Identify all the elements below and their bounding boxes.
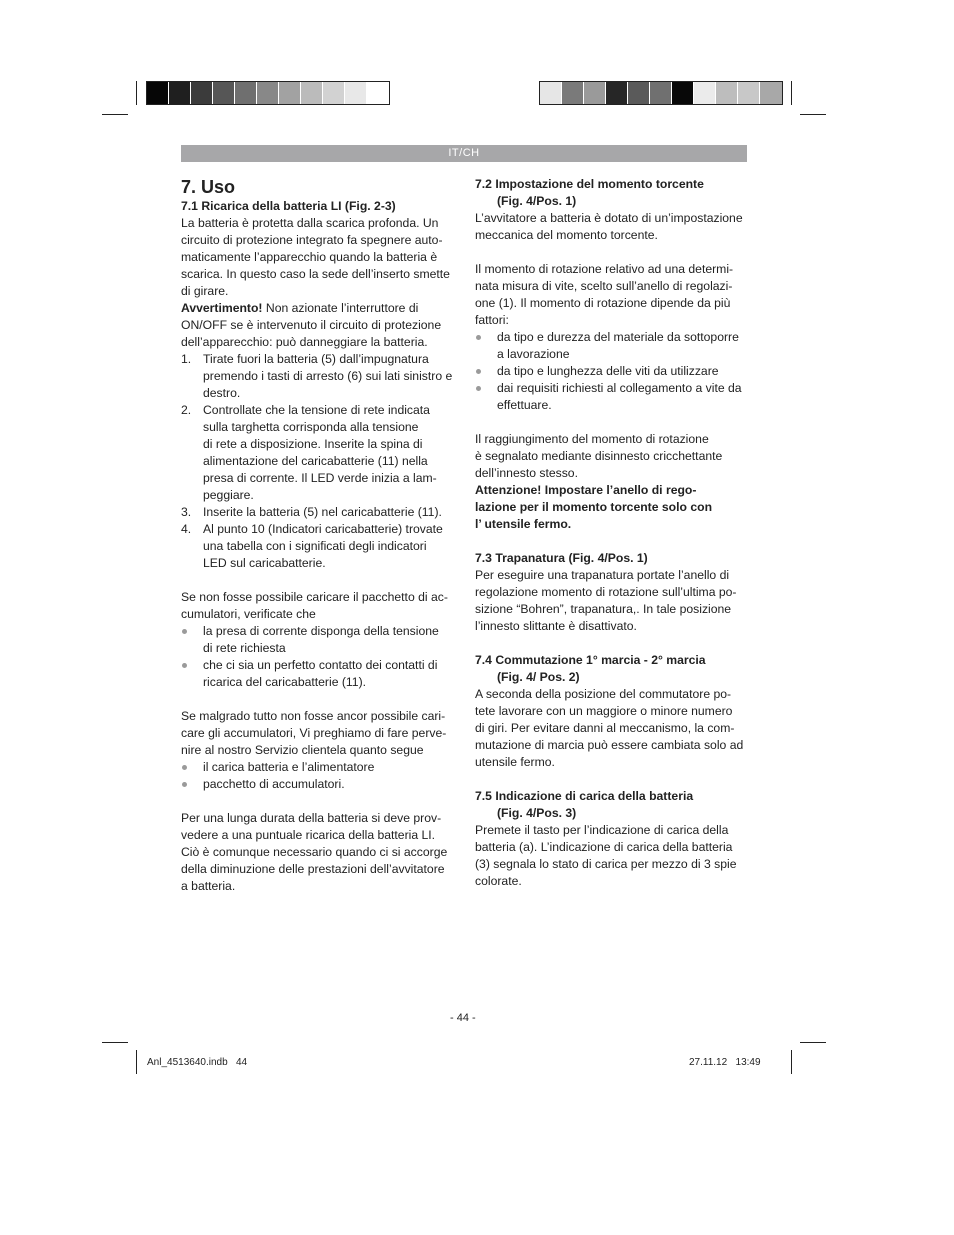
text-line: A seconda della posizione del commutatore po- — [475, 687, 732, 701]
color-swatch — [584, 82, 606, 104]
list-item — [475, 329, 755, 363]
text-line: a batteria. — [181, 879, 236, 893]
crop-mark — [791, 1050, 792, 1074]
text-line: sulla targhetta corrisponda alla tensione — [203, 420, 419, 434]
text-line: peggiare. — [203, 488, 254, 502]
text-line: Se malgrado tutto non fosse ancor possibile cari- — [181, 709, 446, 723]
text-line: effettuare. — [497, 398, 552, 412]
text-line: di rete a disposizione. Inserite la spina di — [203, 437, 423, 451]
section-heading: 7.3 Trapanatura (Fig. 4/Pos. 1) — [475, 551, 648, 565]
text-line: ON/OFF se è intervenuto il circuito di protezione — [181, 318, 442, 332]
text-line: Il raggiungimento del momento di rotazione — [475, 432, 709, 446]
text-line: L’avvitatore a batteria è dotato di un’impostazione — [475, 211, 743, 225]
list-item — [181, 759, 459, 776]
paragraph — [475, 686, 755, 771]
warning-label: Avvertimento! — [181, 301, 263, 315]
color-swatch — [606, 82, 628, 104]
bullet-icon — [476, 369, 481, 374]
bullet-icon — [182, 782, 187, 787]
text-line: circuito di protezione integrato fa spegnere auto- — [181, 233, 443, 247]
text-line: nire al nostro Servizio clientela quanto segue — [181, 743, 424, 757]
list-item — [181, 504, 459, 521]
text-line: Al punto 10 (Indicatori caricabatterie) trovate — [203, 522, 443, 536]
heading-line: (Fig. 4/Pos. 3) — [497, 806, 577, 820]
color-swatch — [562, 82, 584, 104]
text-line: LED sul caricabatterie. — [203, 556, 326, 570]
crop-mark — [800, 1042, 826, 1043]
text-line: destro. — [203, 386, 241, 400]
check-list — [181, 623, 459, 691]
spacer — [475, 533, 755, 550]
text-line: utensile fermo. — [475, 755, 555, 769]
service-list — [181, 759, 459, 793]
text-line — [181, 300, 459, 317]
text-line: di girare. — [181, 284, 229, 298]
heading-line: 7.2 Impostazione del momento torcente — [475, 177, 704, 191]
list-item — [475, 380, 755, 414]
bullet-icon — [182, 765, 187, 770]
list-item — [475, 363, 755, 380]
text-line: Controllate che la tensione di rete indicata — [203, 403, 430, 417]
list-item — [181, 521, 459, 572]
list-item — [181, 657, 459, 691]
text-line: meccanica del momento torcente. — [475, 228, 658, 242]
text-line: dell’innesto stesso. — [475, 466, 578, 480]
text-line: Ciò è comunque necessario quando ci si accorge — [181, 845, 448, 859]
text-line: lazione per il momento torcente solo con — [475, 500, 713, 514]
text-line: (3) segnala lo stato di carica per mezzo di 3 spie — [475, 857, 737, 871]
text-line: da tipo e lunghezza delle viti da utilizzare — [497, 364, 719, 378]
color-swatch — [694, 82, 716, 104]
crop-mark — [102, 114, 128, 115]
color-swatch — [213, 82, 235, 104]
crop-mark — [791, 81, 792, 105]
spacer — [475, 635, 755, 652]
color-swatch — [169, 82, 191, 104]
text-line: l’ utensile fermo. — [475, 517, 572, 531]
text-line: pacchetto di accumulatori. — [203, 777, 345, 791]
text-line: Se non fosse possibile caricare il pacchetto di ac- — [181, 590, 448, 604]
text-span: Non azionate l’interruttore di — [262, 301, 419, 315]
color-swatch — [540, 82, 562, 104]
heading-line: (Fig. 4/Pos. 1) — [497, 194, 577, 208]
color-swatch — [235, 82, 257, 104]
text-line: premendo i tasti di arresto (6) sui lati sinistro e — [203, 369, 453, 383]
file-info: Anl_4513640.indb 44 — [147, 1057, 248, 1068]
color-swatch — [716, 82, 738, 104]
paragraph — [475, 822, 755, 890]
paragraph — [181, 215, 459, 300]
text-line: che ci sia un perfetto contatto dei contatti di — [203, 658, 438, 672]
text-line: care gli accumulatori, Vi preghiamo di fare perve- — [181, 726, 447, 740]
bullet-icon — [182, 663, 187, 668]
text-line: Tirate fuori la batteria (5) dall’impugnatura — [203, 352, 429, 366]
section-heading — [475, 652, 755, 686]
text-line: da tipo e durezza del materiale da sottoporre — [497, 330, 739, 344]
section-heading: 7.1 Ricarica della batteria LI (Fig. 2-3) — [181, 199, 396, 213]
color-swatch — [301, 82, 323, 104]
color-swatch — [650, 82, 672, 104]
text-line: mutazione di marcia può essere cambiata solo ad — [475, 738, 744, 752]
text-line: alimentazione del caricabatterie (11) nella — [203, 454, 428, 468]
color-swatch — [323, 82, 345, 104]
paragraph — [181, 589, 459, 623]
text-line: il carica batteria e l’alimentatore — [203, 760, 375, 774]
steps-list — [181, 351, 459, 572]
text-line: one (1). Il momento di rotazione dipende da più — [475, 296, 731, 310]
color-swatch — [760, 82, 782, 104]
text-line: colorate. — [475, 874, 522, 888]
text-line: regolazione momento di rotazione sull’ultima po- — [475, 585, 737, 599]
paragraph — [475, 567, 755, 635]
text-line: Inserite la batteria (5) nel caricabatterie (11). — [203, 505, 442, 519]
spacer — [475, 771, 755, 788]
text-line: sizione “Bohren”, trapanatura,. In tale posizione — [475, 602, 732, 616]
crop-mark — [136, 1050, 137, 1074]
text-line: dell’apparecchio: può danneggiare la batteria. — [181, 335, 428, 349]
text-line: Premete il tasto per l’indicazione di carica della — [475, 823, 729, 837]
text-line: fattori: — [475, 313, 509, 327]
list-item — [181, 776, 459, 793]
left-column — [181, 176, 459, 895]
color-swatch — [672, 82, 694, 104]
text-line: scarica. In questo caso la sede dell’inserto smette — [181, 267, 450, 281]
spacer — [475, 244, 755, 261]
section-heading — [475, 176, 755, 210]
paragraph — [181, 810, 459, 895]
heading-line: (Fig. 4/ Pos. 2) — [497, 670, 580, 684]
right-column — [475, 176, 755, 890]
heading-line: 7.4 Commutazione 1° marcia - 2° marcia — [475, 653, 706, 667]
crop-mark — [136, 81, 137, 105]
crop-mark — [800, 114, 826, 115]
paragraph — [181, 708, 459, 759]
list-item — [181, 402, 459, 504]
color-swatch — [191, 82, 213, 104]
text-line: di rete richiesta — [203, 641, 286, 655]
page-number: - 44 - — [450, 1012, 476, 1024]
text-line: Per una lunga durata della batteria si deve prov- — [181, 811, 442, 825]
color-swatch — [279, 82, 301, 104]
text-line: Per eseguire una trapanatura portate l’anello di — [475, 568, 730, 582]
color-swatch — [628, 82, 650, 104]
text-line: batteria (a). L’indicazione di carica della batteria — [475, 840, 733, 854]
text-line: vedere a una puntuale ricarica della batteria LI. — [181, 828, 436, 842]
text-line: una tabella con i significati degli indicatori — [203, 539, 427, 553]
color-bar-left — [146, 81, 390, 105]
color-swatch — [257, 82, 279, 104]
color-swatch — [345, 82, 367, 104]
text-line: è segnalato mediante disinnesto cricchettante — [475, 449, 723, 463]
print-date: 27.11.12 13:49 — [689, 1057, 761, 1068]
list-item — [181, 351, 459, 402]
text-line: La batteria è protetta dalla scarica profonda. Un — [181, 216, 439, 230]
text-line: di giri. Per evitare danni al meccanismo, la com- — [475, 721, 735, 735]
bullet-icon — [476, 335, 481, 340]
text-line: dai requisiti richiesti al collegamento a vite da — [497, 381, 742, 395]
spacer — [181, 572, 459, 589]
crop-mark — [102, 1042, 128, 1043]
text-line: la presa di corrente disponga della tensione — [203, 624, 439, 638]
bullet-icon — [476, 386, 481, 391]
spacer — [181, 691, 459, 708]
text-line: della diminuzione delle prestazioni dell’avvitatore — [181, 862, 445, 876]
factor-list — [475, 329, 755, 414]
color-swatch — [147, 82, 169, 104]
text-line: Attenzione! Impostare l’anello di rego- — [475, 483, 697, 497]
paragraph — [475, 431, 755, 482]
warning-paragraph — [181, 300, 459, 351]
color-swatch — [738, 82, 760, 104]
heading-line: 7.5 Indicazione di carica della batteria — [475, 789, 694, 803]
item-number: 3. — [181, 505, 192, 519]
attention-note — [475, 482, 755, 533]
text-line: Il momento di rotazione relativo ad una determi- — [475, 262, 734, 276]
text-line: presa di corrente. Il LED verde inizia a lam- — [203, 471, 437, 485]
text-line: cumulatori, verificate che — [181, 607, 316, 621]
text-line: a lavorazione — [497, 347, 570, 361]
item-number: 2. — [181, 403, 192, 417]
color-swatch — [367, 82, 389, 104]
color-bar-right — [539, 81, 783, 105]
item-number: 1. — [181, 352, 192, 366]
chapter-title: 7. Uso — [181, 177, 236, 197]
text-line: tete lavorare con un maggiore o minore numero — [475, 704, 733, 718]
item-number: 4. — [181, 522, 192, 536]
section-heading — [475, 788, 755, 822]
language-bar: IT/CH — [181, 145, 747, 162]
text-line: ricarica del caricabatterie (11). — [203, 675, 367, 689]
text-line: nata misura di vite, scelto sull’anello di regolazi- — [475, 279, 733, 293]
paragraph — [475, 210, 755, 244]
spacer — [181, 793, 459, 810]
bullet-icon — [182, 629, 187, 634]
text-line: maticamente l’apparecchio quando la batteria è — [181, 250, 438, 264]
paragraph — [475, 261, 755, 329]
text-line: l’innesto slittante è disattivato. — [475, 619, 637, 633]
spacer — [475, 414, 755, 431]
list-item — [181, 623, 459, 657]
